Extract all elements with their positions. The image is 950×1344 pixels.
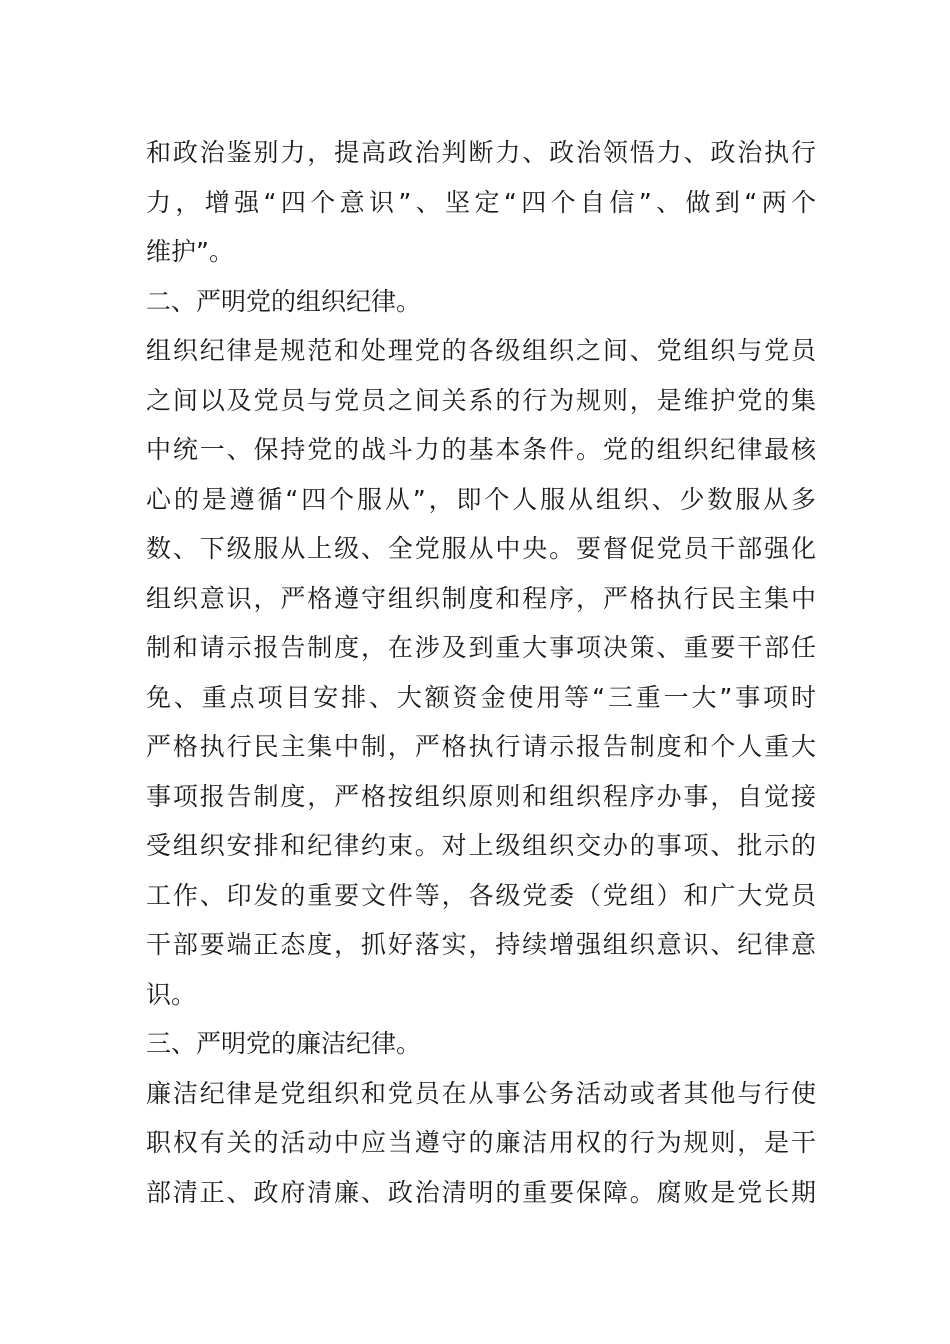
text-line: 数、下级服从上级、全党服从中央。要督促党员干部强化: [146, 534, 816, 563]
text-line: 职权有关的活动中应当遵守的廉洁用权的行为规则，是干: [146, 1128, 816, 1157]
text-line: 组织意识，严格遵守组织制度和程序，严格执行民主集中: [146, 583, 816, 613]
section-heading: 三、严明党的廉洁纪律。: [146, 1029, 422, 1058]
text-line: 中统一、保持党的战斗力的基本条件。党的组织纪律最核: [146, 435, 816, 464]
text-line: 之间以及党员与党员之间关系的行为规则，是维护党的集: [146, 385, 816, 415]
text-line: 廉洁纪律是党组织和党员在从事公务活动或者其他与行使: [146, 1078, 816, 1108]
text-line: 维护”。: [146, 237, 234, 266]
document-body: [146, 128, 816, 1217]
text-line: 部清正、政府清廉、政治清明的重要保障。腐败是党长期: [146, 1177, 816, 1207]
text-line: 组织纪律是规范和处理党的各级组织之间、党组织与党员: [146, 336, 816, 365]
section-heading: 二、严明党的组织纪律。: [146, 286, 422, 316]
text-line: 事项报告制度，严格按组织原则和组织程序办事，自觉接: [146, 781, 816, 811]
text-line: 和政治鉴别力，提高政治判断力、政治领悟力、政治执行: [146, 138, 816, 167]
text-line: 免、重点项目安排、大额资金使用等“三重一大”事项时: [146, 682, 816, 712]
text-line: 制和请示报告制度，在涉及到重大事项决策、重要干部任: [146, 633, 816, 662]
text-line: 心的是遵循“四个服从”，即个人服从组织、少数服从多: [146, 484, 816, 514]
text-line: 受组织安排和纪律约束。对上级组织交办的事项、批示的: [146, 831, 816, 860]
text-line: 力，增强“四个意识”、坚定“四个自信”、做到“两个: [146, 187, 816, 217]
text-line: 工作、印发的重要文件等，各级党委（党组）和广大党员: [146, 880, 816, 910]
text-line: 干部要端正态度，抓好落实，持续增强组织意识、纪律意: [146, 930, 816, 959]
text-line: 识。: [146, 979, 197, 1009]
text-line: 严格执行民主集中制，严格执行请示报告制度和个人重大: [146, 732, 816, 761]
